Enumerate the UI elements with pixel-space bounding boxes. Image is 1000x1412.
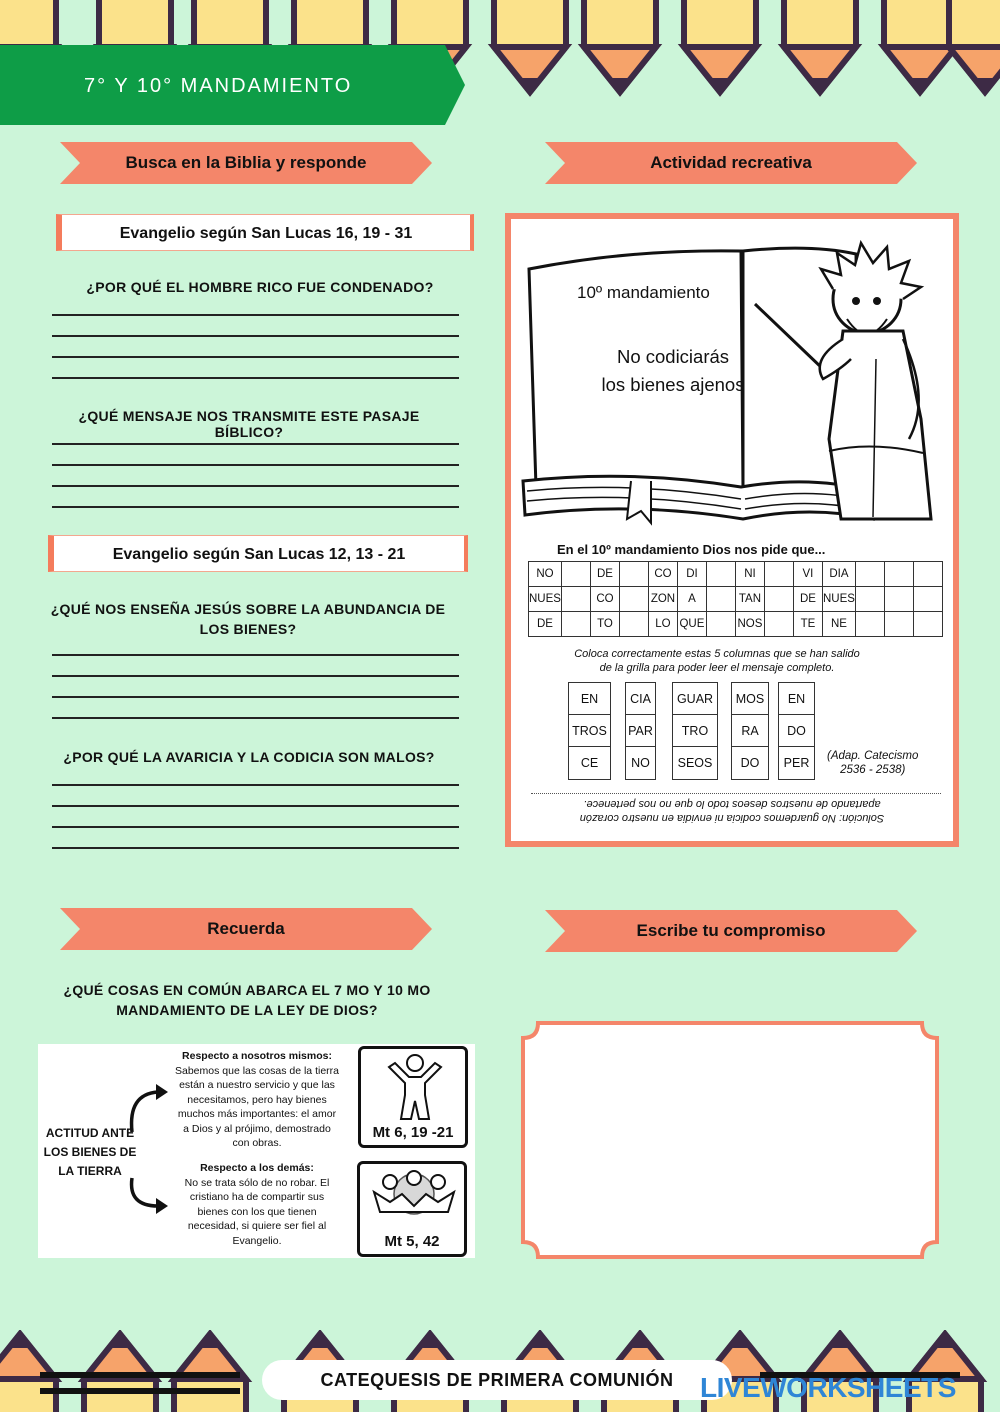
pencil-icon [494,0,566,92]
grid-cell: DE [793,587,822,612]
grid-cell[interactable] [619,562,648,587]
grid-cell[interactable] [884,562,913,587]
grid-cell: LO [648,612,677,637]
column-cell: CE [580,756,599,770]
gospel-title-1: Evangelio según San Lucas 16, 19 - 31 [56,214,474,251]
question-3 [44,599,452,639]
grid-cell: DIA [822,562,855,587]
title-banner [0,45,465,125]
grid-cell[interactable] [884,587,913,612]
question-3-line-1: ¿QUÉ NOS ENSEÑA JESÚS SOBRE LA ABUNDANCIA DE [50,601,446,617]
grid-cell: QUE [677,612,706,637]
section-heading-compromiso: Escribe tu compromiso [636,921,826,940]
book-text-line-2: los bienes ajenos [601,374,745,395]
actitud-line-1: ACTITUD ANTE [45,1126,135,1140]
column-cell: SEOS [677,756,713,770]
recuerda-panel [38,1044,475,1258]
grid-cell[interactable] [764,612,793,637]
question-4: ¿POR QUÉ LA AVARICIA Y LA CODICIA SON MALOS? [63,749,435,765]
others-line-4: necesidad, si quiere ser fiel al [187,1220,327,1232]
self-line-1: Sabemos que las cosas de la tierra [174,1064,339,1077]
page-title: 7° Y 10° MANDAMIENTO [84,75,353,97]
word-grid [528,561,943,637]
self-line-2: están a nuestro servicio y que las [179,1079,335,1091]
column-cell: DO [779,715,814,747]
ref-box-mt5 [357,1161,467,1257]
footer-bar-left-2 [40,1388,240,1394]
question-2: ¿QUÉ MENSAJE NOS TRANSMITE ESTE PASAJE BÍBLICO? [78,408,420,440]
footer-label: CATEQUESIS DE PRIMERA COMUNIÓN [262,1360,732,1400]
compromiso-card[interactable] [520,1020,940,1260]
ribbon-compromiso [545,910,917,952]
grid-cell[interactable] [913,612,942,637]
column-cell: PER [783,756,810,770]
grid-cell[interactable] [764,587,793,612]
grid-cell: CO [590,587,619,612]
self-line-3: necesitamos, pero hay bienes [187,1093,327,1106]
source-line-1: (Adap. Catecismo [827,750,919,762]
recuerda-question-line-1: ¿QUÉ COSAS EN COMÚN ABARCA EL 7 MO Y 10 MO [63,982,431,998]
grid-cell: TO [590,612,619,637]
section-heading-actividad: Actividad recreativa [650,153,812,172]
column-cell: GUAR [673,683,717,715]
instruction-line-1: Coloca correctamente estas 5 columnas que se han salido [574,648,860,660]
actitud-line-3: LA TIERRA [58,1164,122,1178]
ref-label-mt5: Mt 5, 42 [384,1233,440,1250]
book-heading: 10º mandamiento [577,283,710,302]
watermark-logo: LIVEWORKSHEETS [700,1372,956,1403]
grid-cell[interactable] [884,612,913,637]
solution-line-2: apartando de nuestros deseos todo lo que no nos pertenece. [583,798,881,810]
grid-cell: NO [529,562,562,587]
grid-cell: NI [735,562,764,587]
activity-panel [505,213,959,847]
grid-cell[interactable] [619,612,648,637]
self-line-4: muchos más importantes: el amor [177,1108,337,1120]
column-cell: PAR [626,715,655,747]
self-block [162,1049,352,1151]
loose-column[interactable] [778,682,815,780]
pencil-icon [584,0,656,92]
grid-cell[interactable] [561,562,590,587]
section-heading-biblia: Busca en la Biblia y responde [125,153,367,172]
answer-lines-2[interactable] [52,443,459,527]
others-line-5: Evangelio. [232,1234,282,1247]
question-3-line-2: LOS BIENES? [199,621,297,637]
column-cell: TROS [569,715,610,747]
grid-cell: NUES [529,587,562,612]
grid-cell[interactable] [706,587,735,612]
ref-box-mt6 [358,1046,468,1148]
grid-cell[interactable] [706,612,735,637]
footer-bar-left [40,1372,240,1378]
others-line-2: cristiano ha de compartir sus [189,1191,325,1203]
grid-instructions [547,647,887,675]
grid-cell: DI [677,562,706,587]
grid-cell: VI [793,562,822,587]
ribbon-recuerda [60,908,432,950]
loose-column[interactable] [625,682,656,780]
column-cell: CIA [626,683,655,715]
recuerda-question [40,980,454,1020]
column-cell: MOS [732,683,768,715]
grid-cell[interactable] [855,587,884,612]
grid-cell: TE [793,612,822,637]
loose-column[interactable] [731,682,769,780]
answer-lines-1[interactable] [52,314,459,398]
solution-divider [531,793,941,794]
grid-cell: NUES [822,587,855,612]
recuerda-question-line-2: MANDAMIENTO DE LA LEY DE DIOS? [116,1002,378,1018]
source-line-2: 2536 - 2538) [840,764,906,776]
grid-cell[interactable] [913,587,942,612]
grid-cell[interactable] [561,587,590,612]
actitud-line-2: LOS BIENES DE [43,1145,137,1159]
grid-cell: NE [822,612,855,637]
others-line-1: No se trata sólo de no robar. El [184,1176,330,1189]
loose-column[interactable] [672,682,718,780]
gospel-title-2: Evangelio según San Lucas 12, 13 - 21 [48,535,468,572]
grid-cell: CO [648,562,677,587]
person-icon [385,1053,445,1123]
ribbon-biblia [60,142,432,184]
column-cell: NO [631,756,650,770]
self-title: Respecto a nosotros mismos: [182,1050,332,1062]
solution-line-1: Solución: No guardemos codicia ni envidia en nuestro corazón [579,812,885,824]
ribbon-actividad [545,142,917,184]
source-note [827,749,918,777]
grid-row [529,612,943,637]
grid-cell[interactable] [561,612,590,637]
grid-cell[interactable] [764,562,793,587]
activity-prompt: En el 10º mandamiento Dios nos pide que... [557,542,826,557]
self-line-6: con obras. [232,1137,282,1149]
answer-lines-3[interactable] [52,654,459,738]
pencil-icon [949,0,1000,92]
grid-cell[interactable] [855,612,884,637]
column-cell: EN [779,683,814,715]
answer-lines-4[interactable] [52,784,459,868]
question-1: ¿POR QUÉ EL HOMBRE RICO FUE CONDENADO? [86,279,434,295]
grid-cell: DE [529,612,562,637]
book-text-line-1: No codiciarás [616,346,730,367]
grid-cell: A [677,587,706,612]
loose-column[interactable] [568,682,611,780]
grid-cell: TAN [735,587,764,612]
column-cell: TRO [673,715,717,747]
grid-cell: DE [590,562,619,587]
grid-cell[interactable] [855,562,884,587]
grid-cell: NOS [735,612,764,637]
instruction-line-2: de la grilla para poder leer el mensaje completo. [599,662,835,674]
others-block [162,1161,352,1248]
pencil-icon [684,0,756,92]
solution-text [547,797,917,825]
community-icon [366,1168,462,1218]
others-title: Respecto a los demás: [200,1162,314,1174]
ref-label-mt6: Mt 6, 19 -21 [372,1124,454,1141]
self-line-5: a Dios y al prójimo, demostrado [183,1122,331,1135]
grid-cell: ZON [648,587,677,612]
grid-row [529,587,943,612]
others-line-3: bienes con los que tienen [197,1205,317,1218]
column-cell: EN [569,683,610,715]
grid-row [529,562,943,587]
grid-cell[interactable] [913,562,942,587]
pencil-icon [784,0,856,92]
column-cell: RA [732,715,768,747]
column-cell: DO [740,756,760,770]
grid-cell[interactable] [619,587,648,612]
grid-cell[interactable] [706,562,735,587]
book-text [593,343,753,399]
section-heading-recuerda: Recuerda [207,919,285,938]
